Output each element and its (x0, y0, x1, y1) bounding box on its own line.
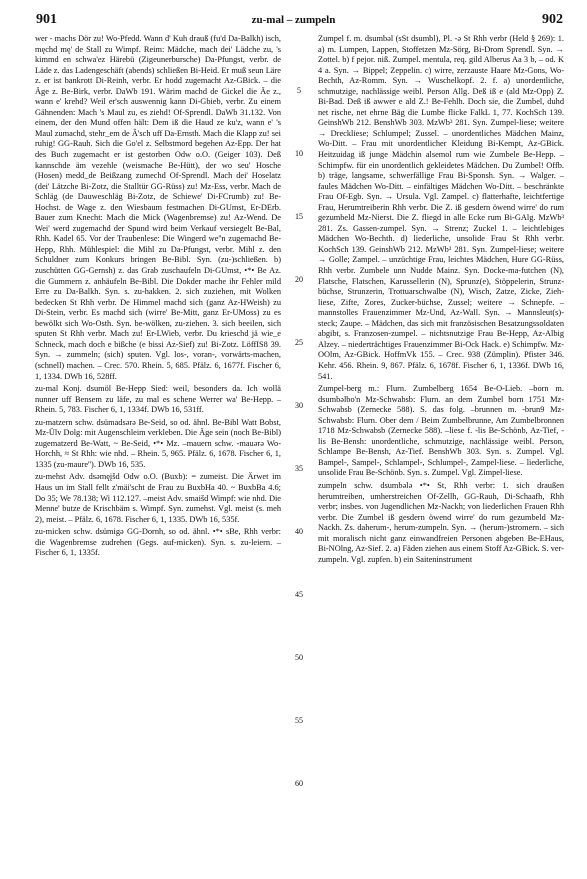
entry-zu-mehst: zu-mehst Adv. dsəmęįšd Odw o.O. (Buxb): = zumeist. Die Ärwet im Haus un im Stall fellt z'mäi'scht de Frau zu BuxbHa 40. ~ BuxbBa 4.6; Do 35; We 78.138; Wi 112.127. –meist Adv. smaišd Wimpf: wie nhd. Die Menne' butze de Krischbäm s. Wimpf. Syn. zumehst. Vgl. meist (s. meh 2), meist. – Pfälz. 6, 1678. Fischer 6, 1, 1335. DWb 16, 535f. (35, 472, 281, 524)
page-number-right: 902 (542, 12, 563, 27)
left-column (35, 34, 281, 559)
page-header (0, 10, 587, 30)
entry-zu-matzern: zu-matzern schw. dsümadsərə Be-Seid, so od. ähnl. Be-Bibl Watt Bobst, Mz-Ülv Dolg: mit Augenschleim verkleben. Die Äge sein (noch Be-Bibl) zugematzerd Be-Watt, ~ Be-Seid, •*• Mz. –mauern schw. -mauərə Wo-Horchh, ≈ St Rhh: wie nhd. – Rhein. 5, 965. Pfälz. 6, 1678. Fischer 6, 1, 1335 (zu-maure''). DWb 16, 535. (35, 417, 281, 469)
entry-zu-mal: zu-mal Konj. dsumöl Be-Hepp Sied: weil, besonders da. Ich wollä nunner uff Bensem zu läfe, zu mal es schene Werrer wa' Be-Hepp. – Rhein. 5, 783. Fischer 6, 1, 1334f. DWb 16, 531ff. (35, 384, 281, 415)
line-number: 40 (295, 527, 303, 536)
line-number: 25 (295, 338, 303, 347)
line-number: 5 (297, 86, 301, 95)
line-number: 35 (295, 464, 303, 473)
line-number: 15 (295, 212, 303, 221)
entry-zumachen-continued: wer - machs Dör zu! Wo-Pfedd. Wann d' Kuh drauß (fu'd Da-Balkh) isch, męchd mę' de Stall zu Wimpf. Reim: Mädche, mach dei' Lädche zu, 's kimmd en schwa'ez Härebü (Zigeunerbursche) Da-Pfungst, verbr. de Läde z. das Ladengeschäft (abends) schließen Bi-Heid. Er muß seun Läre z. er ist bankrott Di-Reinh, verbr. Er hodd zugemacht Az-GBick. – die Äge z. Be-Birk, verbr. DaWb 191. Wärim machd de Gickel die Äe z., wann e' krehd? Weil er'sch auswennig kann Di-Gbieb, verbr. Zu einem Gähnenden: Mach 's Maul zu, es ziehd! Of-Sprendl. DaWb 31.132. Von einem, der den Mund offen hält: Dem iß die Haud ze ku'z, wann e' 's Maul zumachd, stehr_em de Â'sch uff Da-Ernsth. Mach die Klapp zu! sei ruhig! GG-Rauh. Sich die Go'el z. Selbstmord begehen Az-Epp. Der hat des Buch zugemacht er ist gestorben Odw o.O. (Geiger 103). Deß kannschde äm vezehle (weismache Be-Hütt), der wo seu' Hosche (Hosen) medd_de Beißzang zumechd Of-Sprendl. Mach dei' Hoselatz (dei' Lätzche Bi-Zotz, die Stalltür GG-Rüss) zu! Mz-Ess, verbr. Mach de Schläg (de Dauweschläg Bi-Zotz, de Schiewe' Di-FCrumb) zu! Be-Hochst. de Wage z. den Wiesbaum festmachen Di-GUmst, Er-DErb. Bauer zum Knecht: Mach die Mick (Wagenbremse) zu! Az-Wend. De Wei' werd zugemachd der Spund wird beim Verkauf versiegelt Be-Bal, Rhh. Kadel 65. Vor der Traubenlese: Die Wingerd we''n zugemachd Be-Hepp, Rhh. Mühlespiel: die Mihl zu Da-Pfungst, verbr. Mihl z. den Schuldner zum Konkurs bringen Be-Bibl. Syn. (zu-)schließen. b) zuschütten GG-Gernsh) z. das Grab zuschaufeln Di-GUmst, •*• Be Az. die Gummern z. anhäufeln Be-Bibl. Die Dokder mache ihr Fehler mild Erre zu Da-Balkh. Syn. s. zu-hakken. 2. sich zuziehen, mit Wolken bedecken St Rhh verbr. De Himmel machd sich (ganz Az-HWeish) zu Di-Stein, verbr. Es machd sich (wirre' Be-Mitt, ganz Er-UMoss) zu es bewölkt sich Wo-Osth. Syn. be-wölken, zu-ziehen. 3. sich beeilen, sich sputen St Rhh verbr. Mach zu! Er-LWieb, verbr. Du krieschd jä wie_e Schneck, mach doch e bißche (e bissi Az-Sief) zu! Bi-Zotz. LöffIS8 39. Syn. → zummeln; (sich) sputen. Vgl. los-, voran-, vorwärts-machen, (schnell) machen. – Crec. 570. Rhein. 5, 685. Pfälz. 6, 1677f. Fischer 6, 1, 1334. DWb 16, 528ff. (35, 34, 281, 381)
entry-zumpel-berg: Zumpel-berg m.: Flurn. Zumbelberg 1654 Be-O-Lieb. –born m. dsumbəlbo'n Mz-Schwabsb: Flurn. an dem Zumbel born 1751 Mz-Schwabsb (Zernecke 588). S. das folg. –brunnen m. -brun9 Mz-Schwabsb: Flurn. Ober dem / Beim Zumbelbrunne, Am Zumbelbronnen 1718 Mz-Schwabsb (Zernecke 588). –liese f. -lis Be-Schönb, Az-Tief, -lis Be-Bensh: unordentliche, schmutzige, nachlässige weibl. Person, Schlampe Be-Bensh, Az-Tief. BenshWb 303. Syn. s. Zumpel. Vgl. Bampel-, Sampel-, Schlampel-, Schlumpel-, Zampel-liese. – liederliche, unsolide Frau Be-Schönb. Syn. s. Zumpel. Vgl. Zimpel-liese. (318, 384, 564, 478)
running-title: zu-mal – zumpeln (251, 14, 336, 26)
entry-zumpel: Zumpel f. m. dsumbəl (sSt dsumbl), Pl. -ə St Rhh verbr (Held § 269): 1. a) m. Lumpen, Lappen, Stoffetzen Mz-Sörg, Bi-Drom Sprendl. Syn. → Zottel. b) f pejor. niß. Zumpel. mentula, req. gild Alberus Aa 3 b, – od. K 4 a. Syn. → Bippel; Zeppelin. c) wirre, zerzauste Haare Mz-Gons, Wo-Bechth, Az-Romm. Syn. → Wuschelkopf. 2. f. a) unordentliche, schmutzige, nachlässige weibl. Person Allg. Deß iß e (ald Mz-Opp) Z. Bi-Bad. Deß iß awwer e ald Z.! Be-Fehlh. Doch sie, die Zumbel, duhd net rische, net ehrne Bäg die Lumbe flicke FalkL 1, 77. KochSch 139. GeinshWb 212. BenshWb 303. MzWb³ 281. Syn. Zumpel-liese; weitere → Dreckliese; Schlumpel; Zussel. – unordentliches Mädchen Mainz, Wo-Ditt. – Frau mit unordentlicher Kleidung Bi-Kempt, Az-GBick. Heitzuidag iß junge Mädchin alsemol rum wie Zumbele Be-Hepp. – Schimpfw. für ein unordentlich gekleidetes Mädchen. Du Zumbel! Offb. b) träge, langsame, schwerfällige Frau Bi-Sponsh. Syn. → Walger. – faules Mädchen Wo-Ditt. – einfältiges Mädchen Wo-Ditt. – beschränkte Frau Of-Egb. Syn. → Ursula. Vgl. Zampel. c) flatterhafte, leichtfertige Frau, Herumtreiberin Rhh verbr. Die Z. iß gesdern öwend wirre' do rum gezumbeld Mz-Nierst. Die Z. fliegd in alle Ecke rum Bi-GAlg. MzWb³ 281. Zs. Gassen-zumpel. Syn. → Strenz; Zuckel 1. – leichtlebiges Mädchen Wo-Bechth. d) liederliche, unsolide Frau St Rhh verbr. KochSch 139. GeinshWb 212. MzWb³ 281. Syn. Zumpel-liese; weitere → Golle; Zampel. – unzüchtige Frau, leichtes Mädchen, Hure GG-Rüss, Rhh verbr. Zumbele unn Nudde Mainz. Syn. Docke-ma-futchen (N), Flatsche, Flatschen, Karussellerin (N), Sprunz(e), Stöppelerin, Strunz-büchse, Strunzerin, Trottuarschwalbe (N), Wisch, Zatze, Zicke, Zieh-liese, Zifte, Zores, Zucker-büchse, Zussel; weitere → Schnepfe. – mannstolles Frauenzimmer Mz-Und, Az-Wall. Syn. → Mannsleut(s)-steck; Zaupe. – Mädchen, das sich mit französischen Besatzungssoldaten abgibt, s. Franzosen-zumpel. – nichtsnutzige Frau Be-Hepp, Az-Albig Alzey. – niederträchtiges Frauenzimmer Bi-Ock Hack. e) Schimpfw. Mz-OOlm, Az-GBick. HoffmVk 155. – Crec. 938 (Zümplin). Pfister 346. Kehr. 456. Rhein. 9, 867. Pfälz. 6, 1678f. Fischer 6, 1, 1336f. DWb 16, 541. (318, 34, 564, 381)
line-number: 30 (295, 401, 303, 410)
page-number-left: 901 (36, 12, 57, 27)
line-number: 50 (295, 653, 303, 662)
entry-zumpeln: zumpeln schw. dsumbələ •*• St, Rhh verbr: 1. sich draußen herumtreiben, umherstreichen Of-Zellh, GG-Rauh, Di-Schaafh, Rhh verbr; insbes. von Jugendlichen Mz-Nackh; von liederlichen Frauen Rhh verbr. Die Zumbel iß gesdern öwend wirre' do rum gezumbeld Mz-Nackh. Zs. daherum-, herum-zumpeln. Syn. → (herum-)stromern. – sich mit moralisch nicht ganz einwandfreien Personen abgeben Be-EHaus, Bi-NOlng, Az-Sief. 2. a) Fäden ziehen aus einem Stoff Az-GBick. S. ver-zumpeln. Vgl. zupfen. b) ein Saiteninstrument (318, 480, 564, 564)
line-number: 55 (295, 716, 303, 725)
line-number: 10 (295, 149, 303, 158)
entry-zu-micken: zu-micken schw. dsümigə GG-Dornh, so od. ähnl. •*• sBe, Rhh verbr: die Wagenbremse zudrehen (Gegs. auf-micken). Syn. s. zu-leiern. – Fischer 6, 1, 1335f. (35, 527, 281, 558)
right-column (318, 34, 564, 565)
line-number: 20 (295, 275, 303, 284)
line-number: 45 (295, 590, 303, 599)
line-number: 60 (295, 779, 303, 788)
